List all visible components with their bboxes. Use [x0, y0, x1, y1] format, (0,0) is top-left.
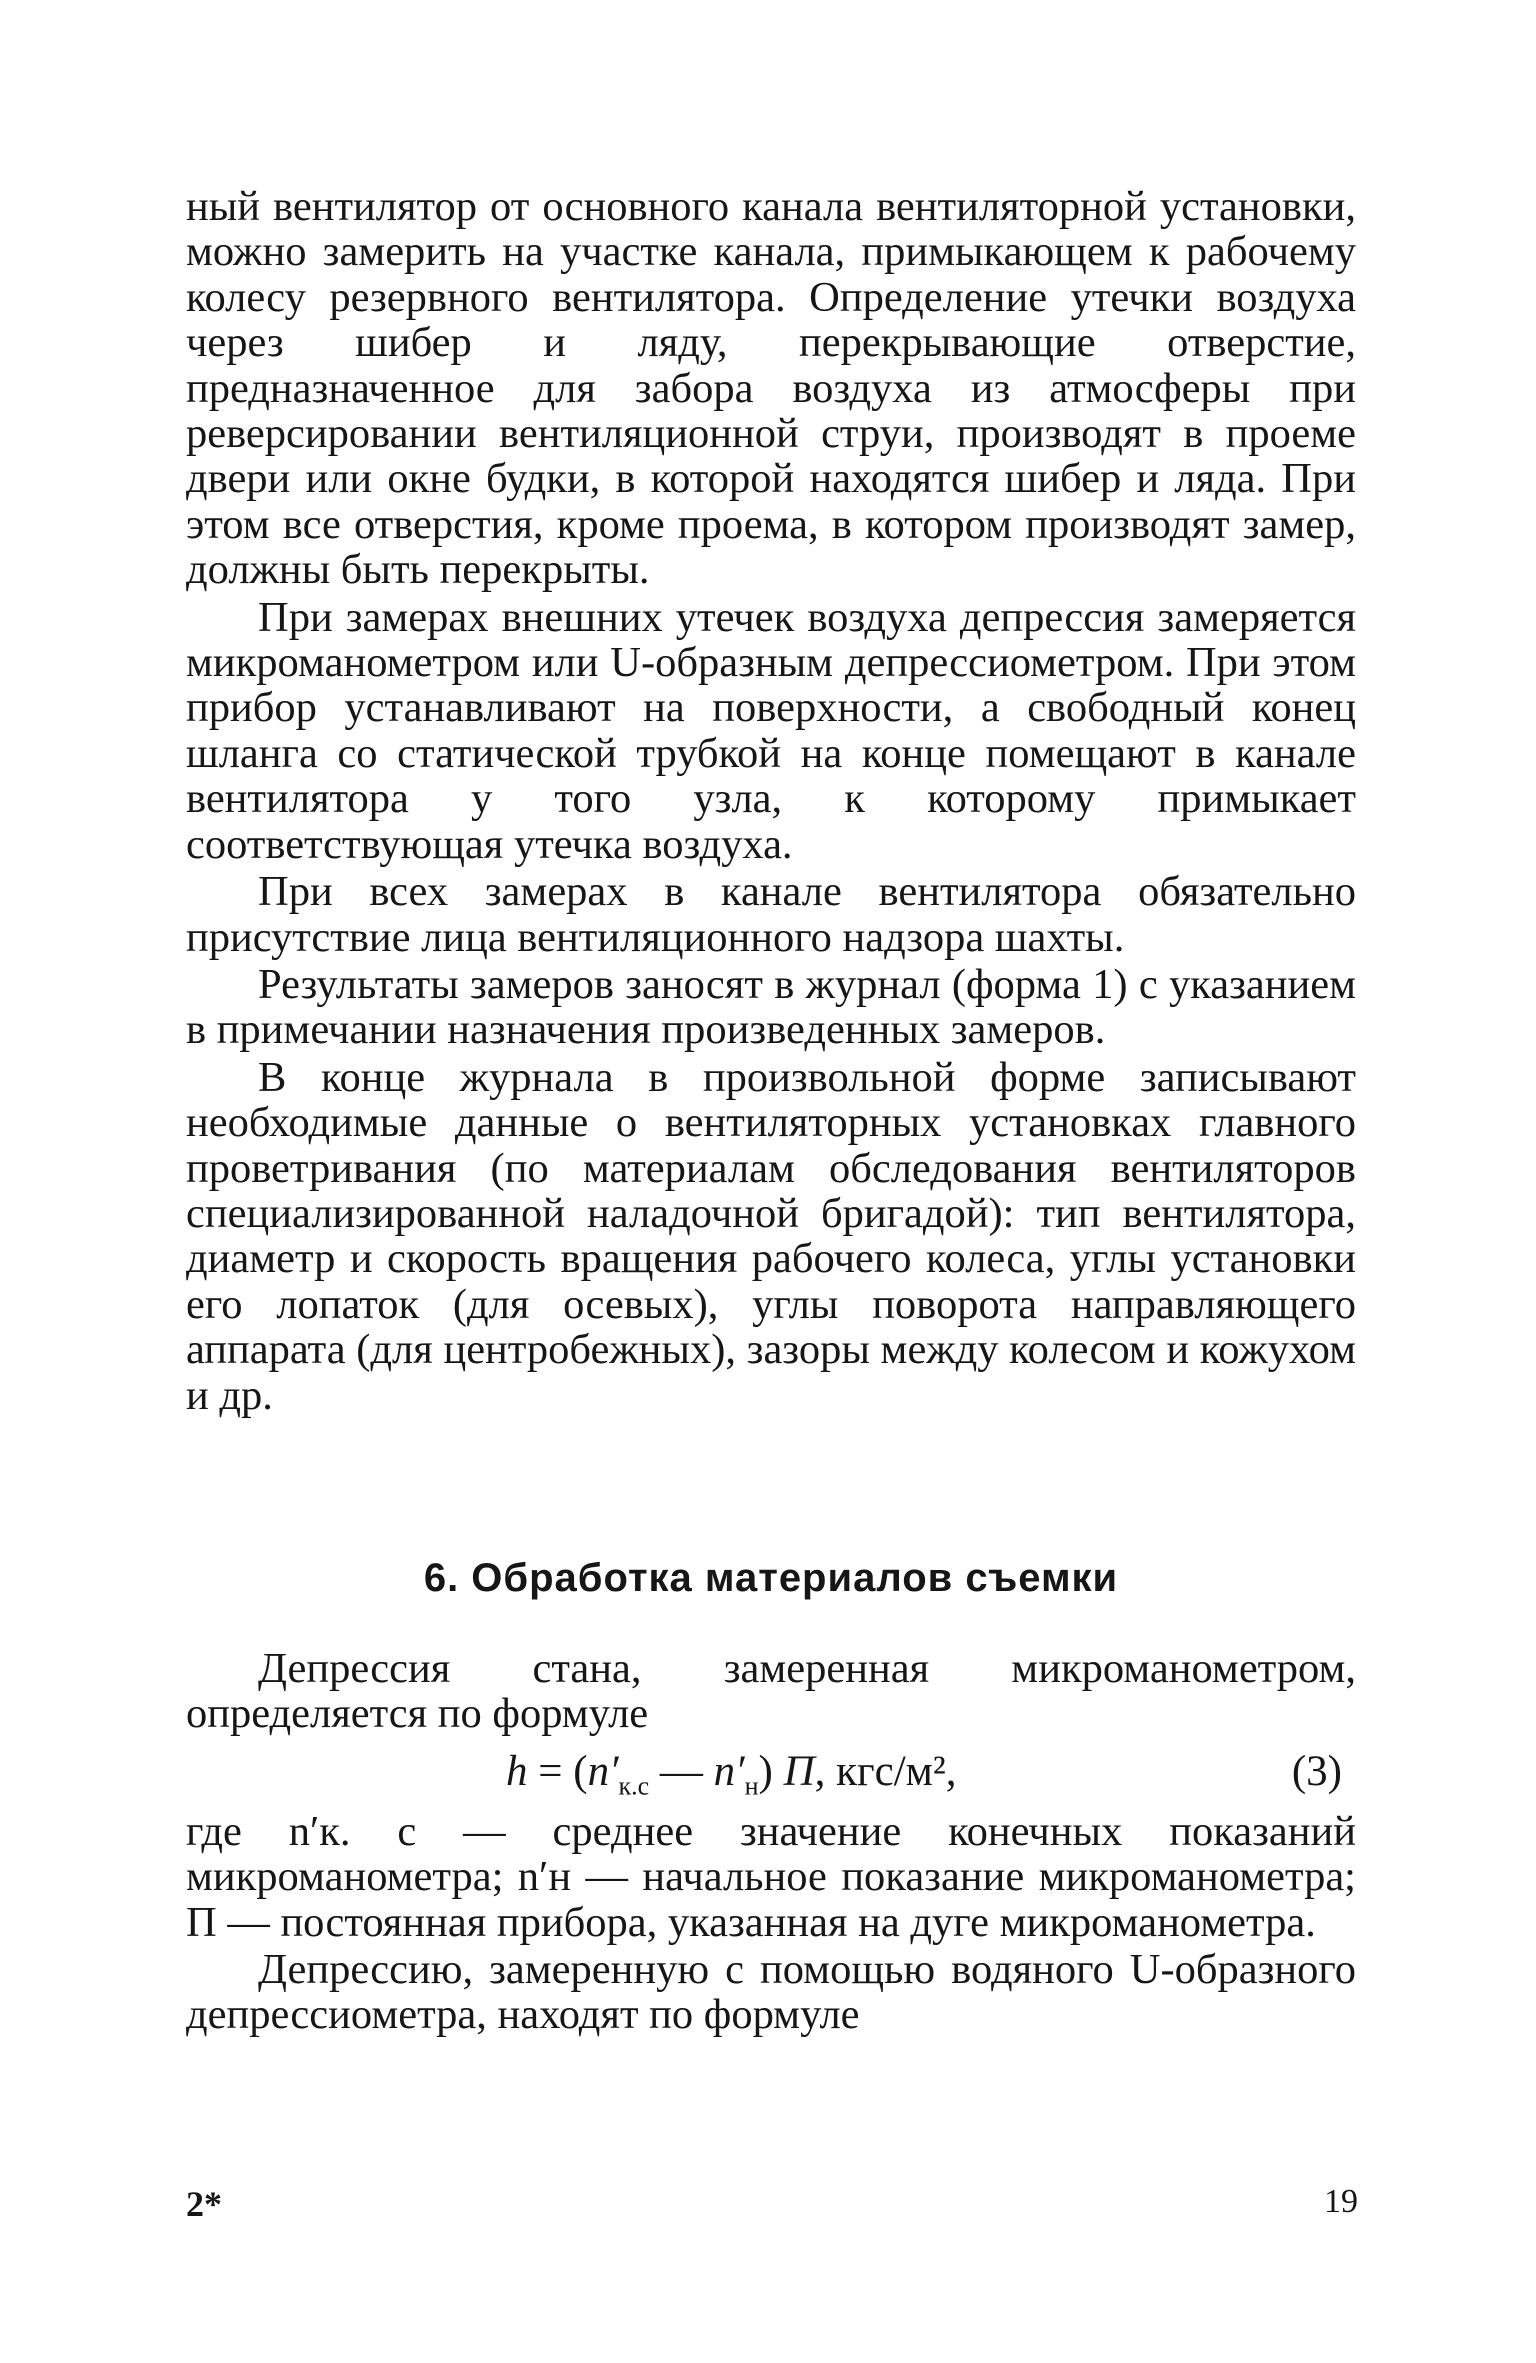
paragraph-u-gauge: Депрессию, замеренную с помощью водяного U-образного депрессиометра, находят по формуле — [186, 1946, 1356, 2039]
paragraph-external-leaks: При замерах внешних утечек воздуха депрессия замеряется микроманометром или U-образным депрессиометром. При этом прибор устанавливают на поверхности, а свободный конец шланга со статической трубкой на конце помещают в канале вентилятора у того узла, к которому примыкает соответствующая утечка воздуха. — [186, 593, 1356, 868]
section-heading: 6. Обработка материалов съемки — [423, 1556, 1119, 1600]
paragraph-depression-intro: Депрессия стана, замеренная микроманометром, определяется по формуле — [186, 1645, 1356, 1738]
formula-3 — [186, 1741, 1356, 1803]
paragraph-continuation: ный вентилятор от основного канала вентиляторной установки, можно замерить на участке канала, примыкающем к рабочему колесу резервного вентилятора. Определение утечки воздуха через шибер и ляду, перекрывающие отверстие, предназначенное для забора воздуха из атмосферы при реверсировании вентиляционной струи, производят в проеме двери или окне будки, в которой находятся шибер и ляда. При этом все отверстия, кроме проема, в котором производят замер, должны быть перекрыты. — [186, 183, 1356, 594]
body-text-section — [186, 1646, 1356, 2040]
body-text-top — [186, 184, 1356, 1420]
formula-expression: $h = (n'_{к.с}$ — $n'_н$) П, кгс/м², — [506, 1747, 957, 1801]
paragraph-journal: Результаты замеров заносят в журнал (форма 1) с указанием в примечании назначения произведенных замеров. — [186, 960, 1356, 1054]
paragraph-supervision: При всех замерах в канале вентилятора обязательно присутствие лица вентиляционного надзора шахты. — [186, 868, 1356, 961]
page-number: 19 — [1324, 2183, 1358, 2220]
paragraph-where: где n′к. с — среднее значение конечных показаний микроманометра; n′н — начальное показание микроманометра; П — постоянная прибора, указанная на дуге микроманометра. — [186, 1807, 1356, 1946]
paragraph-journal-end: В конце журнала в произвольной форме записывают необходимые данные о вентиляторных установках главного проветривания (по материалам обследования вентиляторов специализированной наладочной бригадой): тип вентилятора, диаметр и скорость вращения рабочего колеса, углы установки его лопаток (для осевых), углы поворота направляющего аппарата (для центробежных), зазоры между колесом и кожухом и др. — [186, 1053, 1356, 1419]
formula-number: (3) — [1291, 1747, 1342, 1795]
signature-mark: 2* — [186, 2184, 222, 2224]
